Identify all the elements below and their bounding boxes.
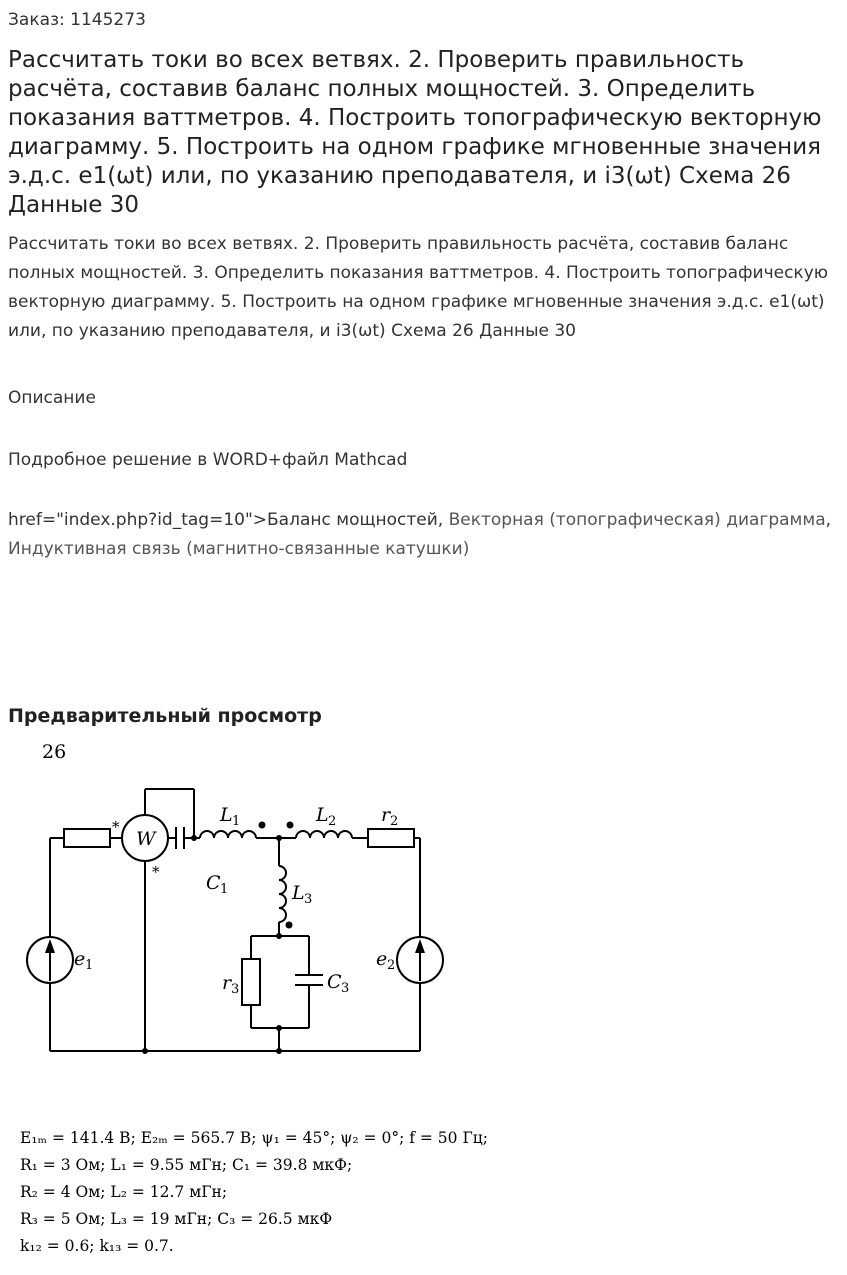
parameter-line: E₁ₘ = 141.4 В; E₂ₘ = 565.7 В; ψ₁ = 45°; ψ₂ = 0°; f = 50 Гц; bbox=[20, 1129, 488, 1147]
label-e2: e bbox=[376, 948, 388, 970]
label-r3-sub: 3 bbox=[231, 982, 240, 997]
resistor-r1 bbox=[64, 829, 110, 847]
junction-dot bbox=[276, 1048, 282, 1054]
label-r2: r bbox=[381, 804, 391, 826]
coupling-dot bbox=[259, 822, 266, 829]
parameter-line: R₃ = 5 Ом; L₃ = 19 мГн; C₃ = 26.5 мкФ bbox=[20, 1210, 333, 1228]
resistor-r2 bbox=[368, 829, 414, 847]
coupling-dot bbox=[286, 922, 293, 929]
parameter-list bbox=[20, 1125, 488, 1260]
junction-dot bbox=[276, 1025, 282, 1031]
tag-link-inductive-coupling[interactable]: Индуктивная связь (магнитно-связанные катушки) bbox=[8, 539, 470, 559]
coupling-dot bbox=[287, 822, 294, 829]
label-e1-sub: 1 bbox=[85, 958, 94, 973]
preview-heading: Предварительный просмотр bbox=[8, 705, 322, 727]
label-wattmeter: W bbox=[136, 828, 156, 850]
tag-link-vector-diagram[interactable]: Векторная (топографическая) диаграмма bbox=[448, 510, 826, 530]
label-l2-sub: 2 bbox=[328, 814, 337, 829]
resistor-r3 bbox=[242, 959, 260, 1005]
label-c1: C bbox=[206, 872, 221, 894]
circuit-schematic bbox=[0, 735, 560, 1065]
label-r3: r bbox=[222, 972, 232, 994]
label-c3-sub: 3 bbox=[341, 981, 350, 996]
parameter-line: R₁ = 3 Ом; L₁ = 9.55 мГн; C₁ = 39.8 мкФ; bbox=[20, 1156, 353, 1174]
label-l3-sub: 3 bbox=[304, 892, 313, 907]
tag-separator: , bbox=[437, 510, 449, 530]
label-star: * bbox=[152, 863, 160, 881]
junction-dot bbox=[142, 1048, 148, 1054]
label-l3: L bbox=[292, 882, 305, 904]
tag-list bbox=[8, 506, 833, 564]
label-l2: L bbox=[316, 804, 329, 826]
page-title: Рассчитать токи во всех ветвях. 2. Проверить правильность расчёта, составив баланс полных мощностей. 3. Определить показания ваттметров. 4. Построить топографическую векторную диаграмму. 5. Построить на одном графике мгновенные значения э.д.с. e1(ωt) или, по указанию преподавателя, и i3(ωt) Схема 26 Данные 30 bbox=[8, 47, 822, 218]
junction-dot bbox=[276, 835, 282, 841]
scheme-number: 26 bbox=[42, 741, 67, 763]
description-heading: Описание bbox=[8, 388, 96, 408]
junction-dot bbox=[191, 835, 197, 841]
label-l1-sub: 1 bbox=[232, 814, 241, 829]
label-r2-sub: 2 bbox=[390, 814, 399, 829]
inductor-l3 bbox=[279, 866, 286, 922]
tag-link-power-balance[interactable]: href="index.php?id_tag=10">Баланс мощностей bbox=[8, 510, 438, 530]
parameter-line: R₂ = 4 Ом; L₂ = 12.7 мГн; bbox=[20, 1183, 228, 1201]
solution-note: Подробное решение в WORD+файл Mathcad bbox=[8, 450, 408, 470]
label-l1: L bbox=[220, 804, 233, 826]
label-c1-sub: 1 bbox=[220, 882, 229, 897]
tag-separator: , bbox=[825, 510, 832, 530]
parameter-line: k₁₂ = 0.6; k₁₃ = 0.7. bbox=[20, 1237, 174, 1255]
task-description: Рассчитать токи во всех ветвях. 2. Проверить правильность расчёта, составив баланс полных мощностей. 3. Определить показания ваттметров. 4. Построить топографическую векторную диаграмму. 5. Построить на одном графике мгновенные значения э.д.с. e1(ωt) или, по указанию преподавателя, и i3(ωt) Схема 26 Данные 30 bbox=[8, 234, 829, 341]
label-e2-sub: 2 bbox=[387, 958, 396, 973]
junction-dot bbox=[276, 933, 282, 939]
inductor-l2 bbox=[296, 831, 352, 838]
label-c3: C bbox=[327, 971, 342, 993]
label-e1: e bbox=[74, 948, 86, 970]
order-number: Заказ: 1145273 bbox=[8, 10, 146, 30]
label-star: * bbox=[112, 818, 120, 836]
inductor-l1 bbox=[200, 831, 256, 838]
